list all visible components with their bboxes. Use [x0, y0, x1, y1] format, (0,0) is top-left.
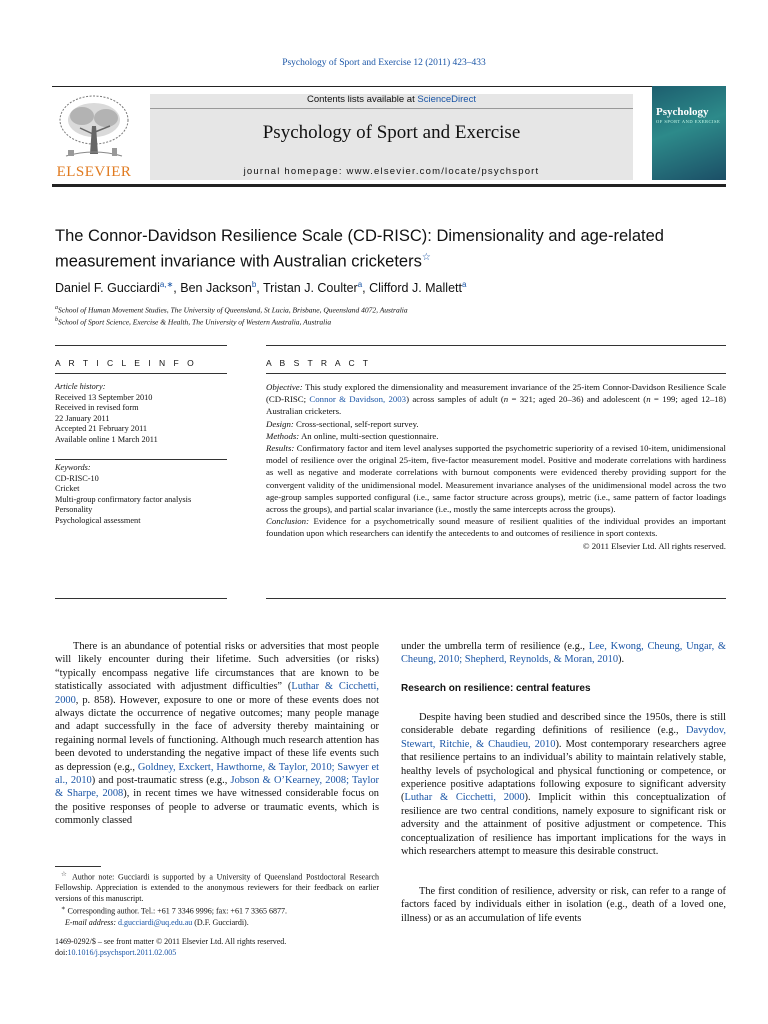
objective-text: ) across samples of adult (	[406, 394, 504, 405]
author-name[interactable]: Clifford J. Mallett	[369, 281, 462, 296]
results-text: Confirmatory factor and item level analyses supported the psychometric superiority of a revised 10-item, unidimensional model of resilience over the original 25-item, five-factor measurement model. Positive and moderate correlations with hardiness as well as negative and moderate correlations with burnout components were evidenced thereby providing support for the convergent validity of the unidimensional model. Measurement invariance analyses of the unidimensional model across the two age-group samples supported configural (i.e., same factor structure across groups), metric (i.e., same pattern of factor loadings across the groups), and partial scalar invariance (i.e., mostly the same intercepts across the groups).	[266, 443, 726, 515]
citation-link[interactable]: Lee, Kwong, Cheung, Ungar, & Cheung, 2010; Shepherd, Reynolds, & Moran, 2010	[401, 641, 727, 666]
history-item: Accepted 21 February 2011	[55, 424, 148, 434]
info-top-rule	[55, 345, 227, 346]
footnotes	[55, 870, 379, 928]
n-symbol: n	[503, 394, 509, 405]
paragraph-text: Despite having been studied and described since the 1950s, there is still considerable debate regarding definitions of resilience (e.g.,	[401, 712, 726, 737]
info-bottom-rule	[55, 598, 227, 599]
footnote-rule	[55, 866, 101, 867]
publisher-name: ELSEVIER	[56, 164, 132, 180]
abstract-heading: A B S T R A C T	[266, 358, 372, 368]
paragraph-text: ).	[618, 654, 625, 666]
paragraph-text: There is an abundance of potential risks or adversities that most people will likely encounter during their lifetime. Such adversities (or risks) “typically encompass negative life circumstances that are known to be statistically associated with adjustment difficulties” (	[55, 641, 379, 693]
doi-prefix: doi:	[55, 947, 68, 957]
author-name[interactable]: Daniel F. Gucciardi	[55, 281, 160, 296]
corr-note-text: Corresponding author. Tel.: +61 7 3346 9996; fax: +61 7 3365 6877.	[65, 907, 287, 917]
affiliation-text: School of Human Movement Studies, The University of Queensland, St Lucia, Brisbane, Queensland 4072, Australia	[58, 305, 408, 315]
banner-divider	[150, 108, 633, 109]
conclusion-label: Conclusion:	[266, 516, 310, 527]
email-line	[55, 918, 379, 929]
citation-link[interactable]: Jobson & O’Kearney, 2008; Taylor & Sharpe, 2008	[55, 775, 379, 800]
abstract-methods	[266, 430, 726, 442]
article-title	[55, 226, 735, 273]
contents-line	[150, 94, 633, 105]
paragraph-text: , p. 858). However, exposure to one or more of these events does not always dictate the occurrence of negative outcomes; many people manage and adapt successfully in the face of adversity thereby maintaining or regaining normal levels of functioning. Although much research attention has been devoted to understanding the negative impact of these life events such as depression (e.g.,	[55, 694, 379, 773]
author-affiliation-mark[interactable]: b	[251, 280, 257, 289]
keyword-item: Personality	[55, 505, 93, 515]
doi-link[interactable]: 10.1016/j.psychsport.2011.02.005	[67, 947, 177, 957]
affiliation-a	[55, 305, 408, 315]
abstract-bottom-rule	[266, 598, 726, 599]
article-history	[55, 382, 227, 446]
paragraph-text: ). Most contemporary researchers agree that resilience pertains to an individual’s ability to maintain relatively stable, healthy levels of psychological and physical functioning or competence, or experience positive adaptations following exposure to significant adversity (	[401, 738, 727, 804]
right-paragraph-continued	[401, 640, 726, 667]
abstract-results	[266, 442, 726, 515]
paragraph-text: ). Implicit within this conceptualization of resilience are two central conditions, namely exposure to significant risk or adversity and the attainment of positive adjustment or competence. This conceptualization of resilience has important implications for the ways in which researchers attempt to measure this desirable construct.	[401, 792, 726, 858]
header-thick-rule	[52, 184, 726, 187]
author-affiliation-mark[interactable]: a	[461, 280, 467, 289]
history-item: Received in revised form	[55, 403, 139, 413]
history-item: Available online 1 March 2011	[55, 434, 158, 444]
intro-paragraph	[55, 640, 379, 828]
methods-text: An online, multi-section questionnaire.	[299, 430, 439, 441]
email-suffix: (D.F. Gucciardi).	[192, 917, 249, 927]
journal-title: Psychology of Sport and Exercise	[262, 122, 521, 143]
author-separator: ,	[173, 281, 181, 296]
doi-line	[55, 948, 379, 959]
info-divider	[55, 459, 227, 460]
objective-text: This study explored the dimensionality and measurement invariance of the 25-item Connor-Davidson Resilience Scale (CD-RISC;	[266, 382, 726, 405]
keyword-item: Cricket	[55, 484, 80, 494]
abstract-design	[266, 418, 726, 430]
cover-title: Psychology	[656, 106, 709, 118]
author-affiliation-mark[interactable]: a,∗	[159, 280, 174, 289]
conclusion-text: Evidence for a psychometrically sound measure of resilient qualities of the individual provides an important foundation upon which researchers can identify the antecedents to and outcomes of resilience in sport contexts.	[266, 516, 726, 539]
methods-label: Methods:	[266, 430, 300, 441]
abstract-copyright: © 2011 Elsevier Ltd. All rights reserved.	[582, 540, 726, 551]
paragraph-text: under the umbrella term of resilience (e.g.,	[401, 641, 589, 652]
journal-cover	[652, 86, 726, 180]
journal-homepage[interactable]: journal homepage: www.elsevier.com/locate/psychsport	[243, 166, 540, 177]
author-name[interactable]: Tristan J. Coulter	[263, 281, 358, 296]
history-item: Received 13 September 2010	[55, 392, 153, 402]
objective-text: = 321; aged 20–36) and adolescent (	[508, 394, 647, 405]
citation-link[interactable]: Luthar & Cicchetti, 2000	[404, 792, 525, 804]
author-note	[55, 870, 379, 904]
email-link[interactable]: d.gucciardi@uq.edu.au	[118, 917, 193, 927]
affiliation-mark: b	[55, 317, 58, 323]
design-label: Design:	[266, 418, 294, 429]
author-affiliation-mark[interactable]: a	[357, 280, 363, 289]
title-footnote-mark[interactable]: ☆	[421, 252, 431, 263]
adversity-paragraph: The first condition of resilience, adversity or risk, can refer to a range of factors faced by individuals either in isolation (e.g., death of a loved one, illness) or as an accumulation of life events	[401, 886, 726, 924]
corresponding-author	[55, 904, 379, 917]
history-label: Article history:	[55, 382, 106, 391]
affiliation-b	[55, 317, 331, 327]
keyword-item: Psychological assessment	[55, 515, 141, 525]
author-separator: ,	[256, 281, 263, 296]
design-text: Cross-sectional, self-report survey.	[293, 418, 419, 429]
keywords	[55, 463, 227, 527]
affiliation-mark: a	[55, 305, 58, 311]
cover-subtitle: OF SPORT AND EXERCISE	[656, 119, 721, 124]
star-mark: ☆	[61, 871, 69, 878]
article-title-text: The Connor-Davidson Resilience Scale (CD-RISC): Dimensionality and age-related measurement invariance with Australian cricketers	[55, 227, 664, 271]
abstract-conclusion	[266, 515, 726, 539]
issn-line: 1469-0292/$ – see front matter © 2011 Elsevier Ltd. All rights reserved.	[55, 937, 287, 946]
keyword-item: CD-RISC-10	[55, 473, 99, 483]
corr-mark: ∗	[61, 905, 66, 913]
affiliation-text: School of Sport Science, Exercise & Health, The University of Western Australia, Australia	[58, 317, 332, 327]
sciencedirect-link[interactable]: ScienceDirect	[417, 94, 476, 105]
abstract-heading-rule	[266, 373, 726, 374]
history-item: 22 January 2011	[55, 413, 110, 423]
objective-text: = 199; aged 12–18) Australian cricketers.	[266, 394, 726, 417]
header-rule	[52, 86, 726, 87]
author-list	[55, 280, 466, 295]
history-list	[55, 393, 227, 446]
keywords-label: Keywords:	[55, 463, 91, 472]
email-label: E-mail address:	[65, 917, 119, 927]
contents-prefix: Contents lists available at	[307, 94, 418, 105]
article-info-heading: A R T I C L E I N F O	[55, 358, 197, 368]
objective-label: Objective:	[266, 382, 303, 392]
abstract-top-rule	[266, 345, 726, 346]
keyword-list	[55, 474, 227, 527]
author-name[interactable]: Ben Jackson	[180, 281, 252, 296]
front-matter	[55, 937, 379, 958]
abstract-body	[266, 381, 726, 552]
elsevier-logo	[52, 90, 136, 182]
abstract-objective	[266, 381, 726, 418]
journal-reference[interactable]: Psychology of Sport and Exercise 12 (2011) 423–433	[282, 58, 486, 68]
n-symbol: n	[646, 394, 651, 405]
resilience-paragraph	[401, 711, 726, 858]
citation-link[interactable]: Davydov, Stewart, Ritchie, & Chaudieu, 2010	[401, 725, 726, 750]
citation-link[interactable]: Goldney, Exckert, Hawthorne, & Taylor, 2010; Sawyer et al., 2010	[55, 761, 379, 787]
author-separator: ,	[362, 281, 370, 296]
paragraph-text: ), in recent times we have witnessed considerable focus on the positive responses of people to adverse or traumatic events, which is commonly classed	[55, 788, 379, 827]
info-heading-rule	[55, 373, 227, 374]
citation-link[interactable]: Luthar & Cicchetti, 2000	[55, 681, 379, 706]
keyword-item: Multi-group confirmatory factor analysis	[55, 494, 192, 504]
author-note-text: Author note: Gucciardi is supported by a University of Queensland Postdoctoral Research Fellowship. Appreciation is extended to the anonymous reviewers for their feedback on earlier versions of this manuscript.	[55, 872, 379, 903]
section-heading: Research on resilience: central features	[401, 683, 591, 694]
paragraph-text: ) and post-traumatic stress (e.g.,	[91, 775, 231, 787]
citation-link[interactable]: Connor & Davidson, 2003	[309, 394, 407, 405]
results-label: Results:	[266, 443, 295, 454]
